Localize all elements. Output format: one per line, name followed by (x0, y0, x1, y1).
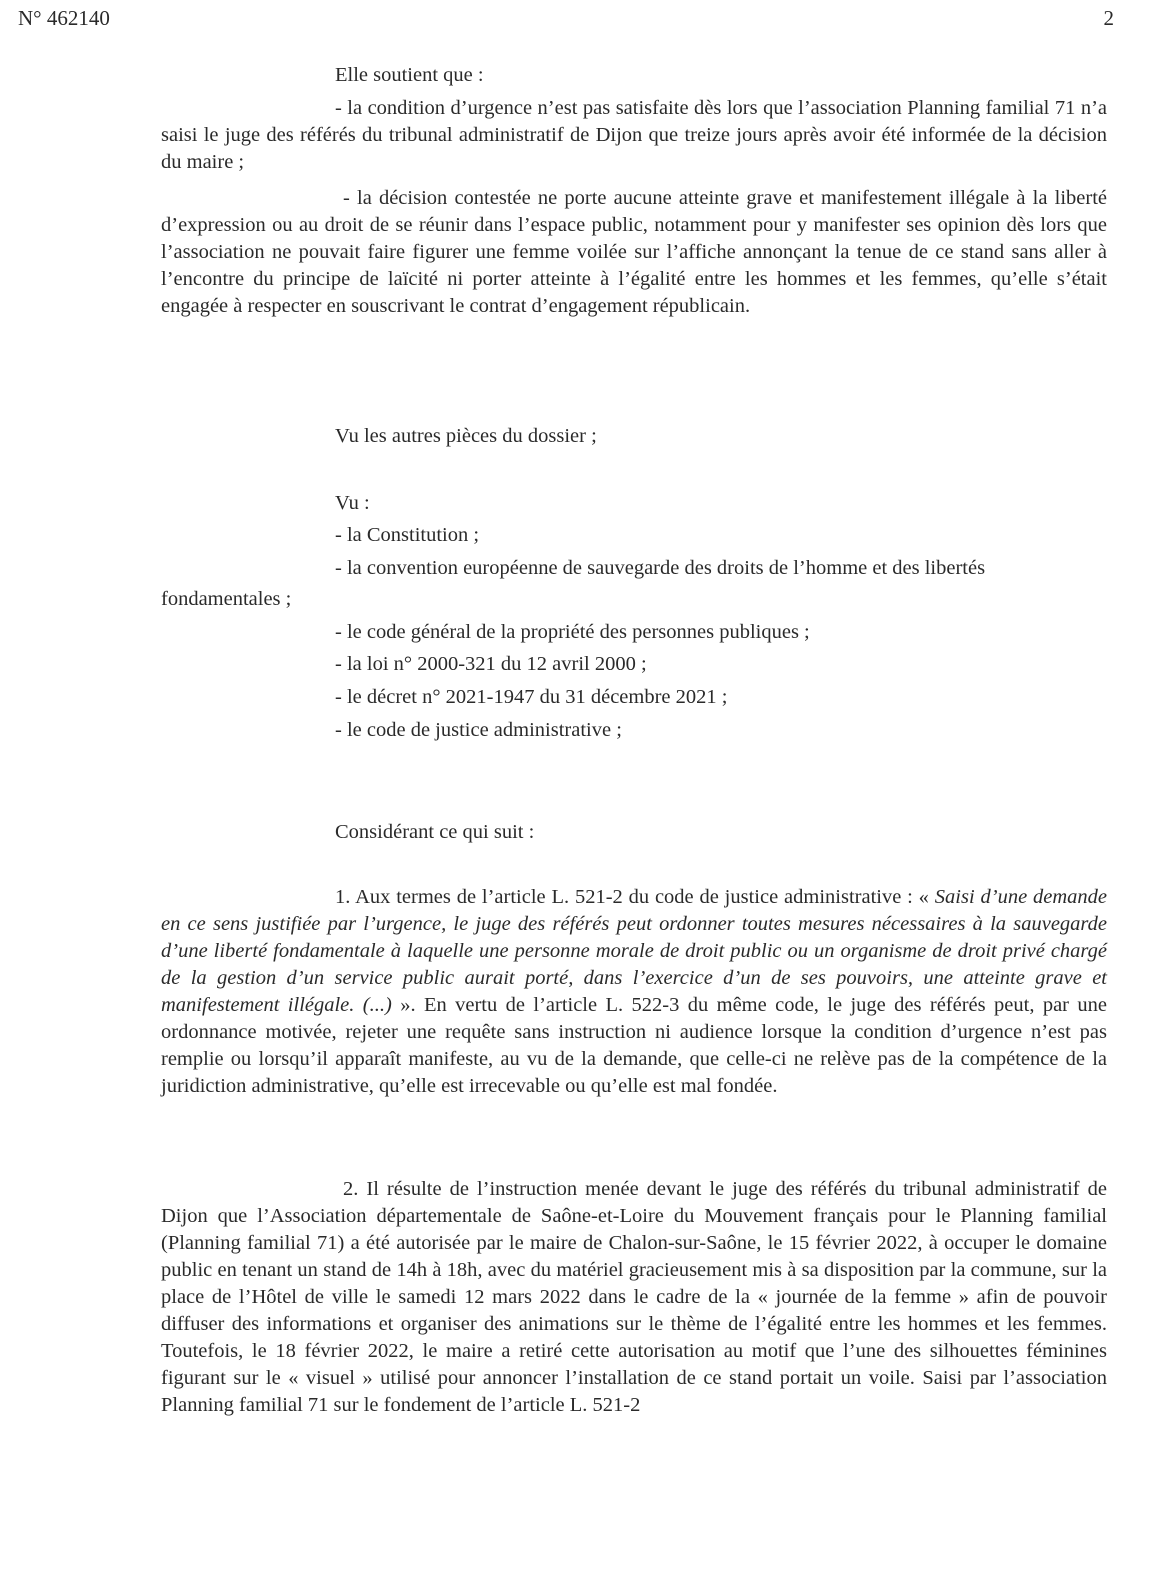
argument-urgency: - la condition d’urgence n’est pas satisfaite dès lors que l’association Planning familial 71 n’a saisi le juge des référés du tribunal administratif de Dijon que treize jours après avoir été informée de la décision du maire ; (161, 97, 1107, 173)
paragraph-1-lead: 1. Aux termes de l’article L. 521-2 du code de justice administrative : « (335, 886, 935, 908)
page-number: 2 (1103, 6, 1114, 30)
visa-item: - le décret n° 2021-1947 du 31 décembre 2021 ; (335, 686, 728, 708)
paragraph-1 (161, 884, 1107, 1100)
visa-item: - la Constitution ; (335, 524, 480, 546)
visa-item: - le code général de la propriété des personnes publiques ; (335, 621, 810, 643)
visa-label: Vu : (335, 492, 370, 514)
paragraph-2: 2. Il résulte de l’instruction menée devant le juge des référés du tribunal administratif de Dijon que l’Association départementale de Saône-et-Loire du Mouvement français pour le Planning familial (Planning familial 71) a été autorisée par le maire de Chalon-sur-Saône, le 15 février 2022, à occuper le domaine public en tenant un stand de 14h à 18h, avec du matériel gracieusement mis à sa disposition par la commune, sur la place de l’Hôtel de ville le samedi 12 mars 2022 dans le cadre de la « journée de la femme » afin de pouvoir diffuser des informations et organiser des animations sur le thème de l’égalité entre les hommes et les femmes. Toutefois, le 18 février 2022, le maire a retiré cette autorisation au motif que l’une des silhouettes féminines figurant sur le « visuel » utilisé pour annoncer l’installation de ce stand portait un voile. Saisi par l’association Planning familial 71 sur le fondement de l’article L. 521-2 (161, 1178, 1107, 1416)
considerant-heading: Considérant ce qui suit : (335, 821, 535, 843)
visa-item: - la loi n° 2000-321 du 12 avril 2000 ; (335, 653, 647, 675)
paragraph-1-rest: ». En vertu de l’article L. 522-3 du même code, le juge des référés peut, par une ordonnance motivée, rejeter une requête sans instruction ni audience lorsque la condition d’urgence n’est pas remplie ou lorsqu’il apparaît manifeste, au vu de la demande, que celle-ci ne relève pas de la compétence de la juridiction administrative, qu’elle est irrecevable ou qu’elle est mal fondée. (161, 994, 1107, 1097)
visa-item-continuation: fondamentales ; (161, 588, 292, 610)
argument-no-infringement: - la décision contestée ne porte aucune atteinte grave et manifestement illégale à la liberté d’expression ou au droit de se réunir dans l’espace public, notamment pour y manifester ses opinion dès lors que l’association ne pouvait faire figurer une femme voilée sur l’affiche annonçant la tenue de ce stand sans aller à l’encontre du principe de laïcité ni porter atteinte à l’égalité entre les hommes et les femmes, qu’elle s’était engagée à respecter en souscrivant le contrat d’engagement républicain. (161, 187, 1107, 317)
document-number: N° 462140 (18, 6, 110, 30)
visa-item: - le code de justice administrative ; (335, 719, 622, 741)
paragraph-1-quote: Saisi d’une demande en ce sens justifiée par l’urgence, le juge des référés peut ordonner toutes mesures nécessaires à la sauvegarde d’une liberté fondamentale à laquelle une personne morale de droit public ou un organisme de droit privé chargé de la gestion d’un service public aurait porté, dans l’exercice d’un de ses pouvoirs, une atteinte grave et manifestement illégale. (...) (161, 886, 1108, 1016)
visa-item: - la convention européenne de sauvegarde des droits de l’homme et des libertés (335, 557, 986, 579)
arguments-intro: Elle soutient que : (335, 64, 484, 86)
page-header (18, 6, 1114, 36)
visa-other-documents: Vu les autres pièces du dossier ; (335, 425, 597, 447)
